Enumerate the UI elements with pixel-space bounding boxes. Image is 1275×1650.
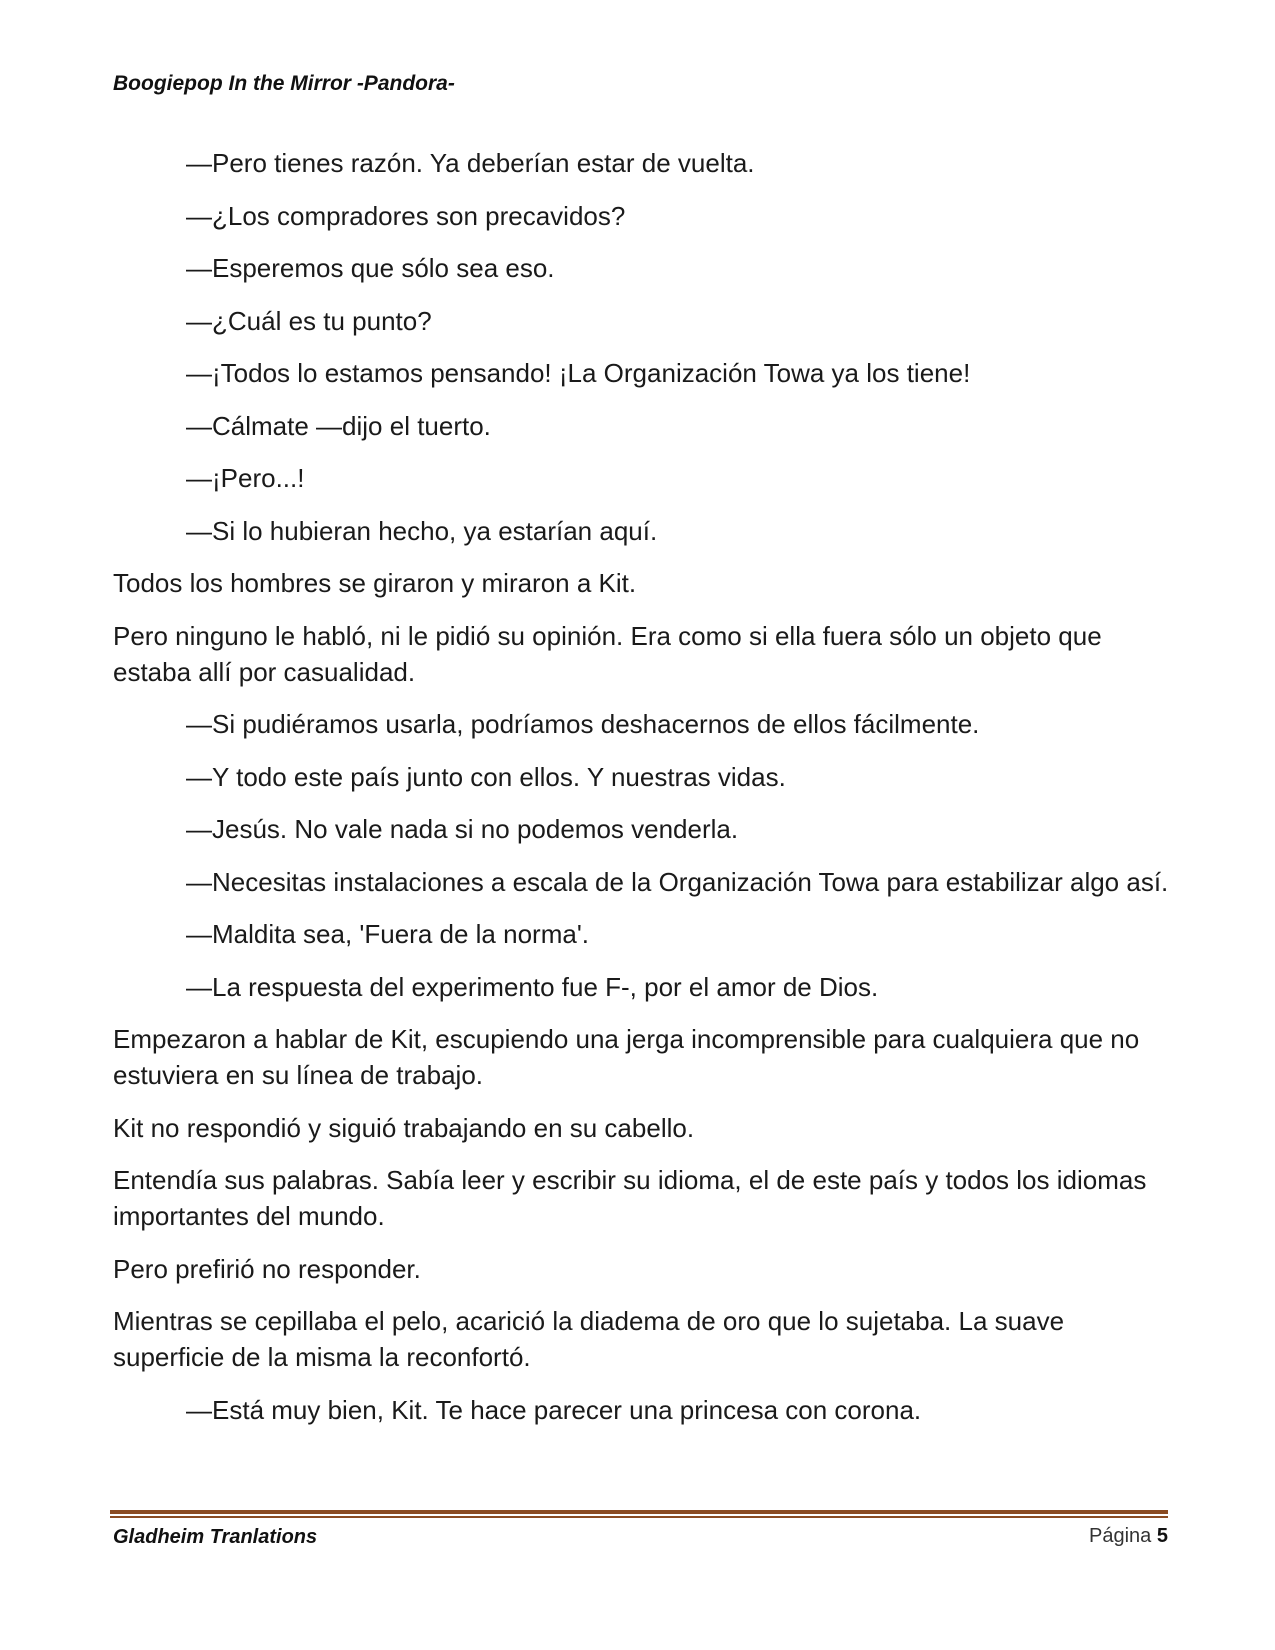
dialogue-paragraph: —¡Todos lo estamos pensando! ¡La Organización Towa ya los tiene!	[186, 358, 971, 388]
narrative-paragraph: Todos los hombres se giraron y miraron a Kit.	[113, 568, 637, 598]
dialogue-paragraph: —Jesús. No vale nada si no podemos venderla.	[186, 814, 739, 844]
footer-rule-thin	[110, 1516, 1168, 1518]
dialogue-paragraph: —Necesitas instalaciones a escala de la Organización Towa para estabilizar algo así.	[186, 866, 1169, 897]
footer-rule-thick	[110, 1510, 1168, 1514]
dialogue-paragraph: —La respuesta del experimento fue F-, por el amor de Dios.	[186, 971, 879, 1002]
dialogue-paragraph: —Cálmate —dijo el tuerto.	[186, 410, 491, 441]
dialogue-paragraph: —Y todo este país junto con ellos. Y nuestras vidas.	[186, 761, 786, 792]
dialogue-paragraph: —Está muy bien, Kit. Te hace parecer una princesa con corona.	[186, 1394, 922, 1425]
footer-page-indicator	[1089, 1525, 1168, 1548]
page-label: Página	[1089, 1525, 1152, 1547]
dialogue-paragraph: —Maldita sea, 'Fuera de la norma'.	[186, 919, 589, 949]
document-header-title: Boogiepop In the Mirror -Pandora-	[113, 72, 455, 95]
page-number: 5	[1156, 1525, 1168, 1547]
narrative-paragraph: Empezaron a hablar de Kit, escupiendo una jerga incomprensible para cualquiera que no estuviera en su línea de trabajo.	[113, 1024, 1140, 1090]
narrative-paragraph: Mientras se cepillaba el pelo, acarició la diadema de oro que lo sujetaba. La suave superficie de la misma la reconfortó.	[113, 1306, 1065, 1372]
dialogue-paragraph: —Esperemos que sólo sea eso.	[186, 253, 555, 283]
dialogue-paragraph: —¿Los compradores son precavidos?	[186, 200, 626, 231]
narrative-paragraph: Pero prefirió no responder.	[113, 1253, 421, 1284]
narrative-paragraph: Pero ninguno le habló, ni le pidió su opinión. Era como si ella fuera sólo un objeto que estaba allí por casualidad.	[113, 620, 1102, 687]
dialogue-paragraph: —¿Cuál es tu punto?	[186, 305, 432, 336]
document-body	[113, 145, 1173, 1444]
narrative-paragraph: Entendía sus palabras. Sabía leer y escribir su idioma, el de este país y todos los idiomas importantes del mundo.	[113, 1165, 1147, 1231]
dialogue-paragraph: —Si lo hubieran hecho, ya estarían aquí.	[186, 515, 658, 546]
dialogue-paragraph: —Pero tienes razón. Ya deberían estar de vuelta.	[186, 148, 755, 178]
narrative-paragraph: Kit no respondió y siguió trabajando en su cabello.	[113, 1112, 695, 1143]
footer-translator-credit: Gladheim Tranlations	[113, 1526, 318, 1548]
dialogue-paragraph: —¡Pero...!	[186, 463, 305, 493]
dialogue-paragraph: —Si pudiéramos usarla, podríamos deshacernos de ellos fácilmente.	[186, 709, 980, 739]
